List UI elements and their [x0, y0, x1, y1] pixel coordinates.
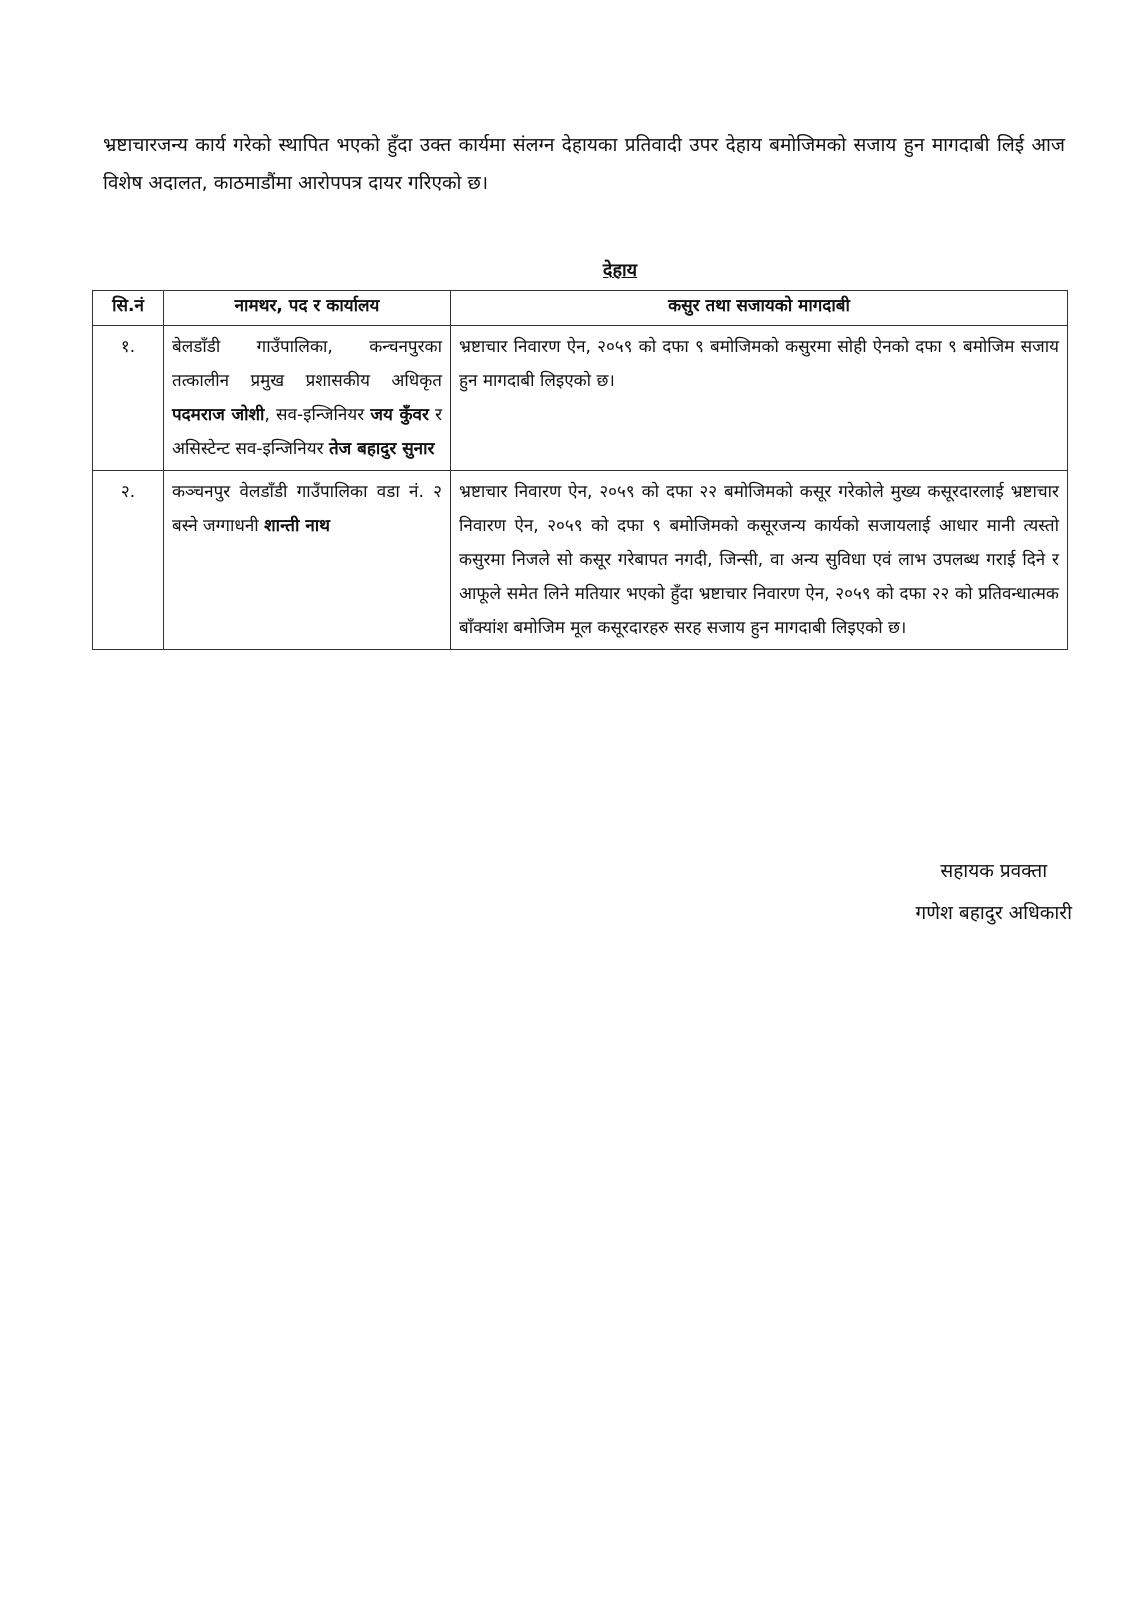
- name-text: , सव-इन्जिनियर: [264, 405, 371, 425]
- name-text: कञ्चनपुर वेलडाँडी गाउँपालिका वडा नं. २ बस्ने जग्गाधनी: [172, 482, 442, 536]
- signature-title: सहायक प्रवक्ता: [940, 860, 1048, 882]
- accused-name: तेज बहादुर सुनार: [328, 439, 435, 459]
- accused-name: पदमराज जोशी: [172, 405, 265, 425]
- header-serial-number: सि.नं: [93, 291, 164, 326]
- accused-name: जय कुँवर: [370, 405, 429, 425]
- table-row: [93, 471, 1068, 650]
- header-charge-and-penalty: कसुर तथा सजायको मागदाबी: [451, 291, 1068, 326]
- row-charge-cell: भ्रष्टाचार निवारण ऐन, २०५९ को दफा २२ बमोजिमको कसूर गरेकोले मुख्य कसूरदारलाई भ्रष्टाचार निवारण ऐन, २०५९ को दफा ९ बमोजिमको कसूरजन्य कार्यको सजायलाई आधार मानी त्यस्तो कसुरमा निजले सो कसूर गरेबापत नगदी, जिन्सी, वा अन्य सुविधा एवं लाभ उपलब्ध गराई दिने र आफूले समेत लिने मतियार भएको हुँदा भ्रष्टाचार निवारण ऐन, २०५९ को दफा २२ को प्रतिवन्धात्मक बाँक्यांश बमोजिम मूल कसूरदारहरु सरह सजाय हुन मागदाबी लिइएको छ।: [451, 471, 1068, 650]
- row-serial-number: २.: [93, 471, 164, 650]
- name-text: बेलडाँडी गाउँपालिका, कन्चनपुरका तत्कालीन प्रमुख प्रशासकीय अधिकृत: [172, 337, 442, 391]
- row-serial-number: १.: [93, 326, 164, 471]
- table-title: देहाय: [602, 260, 638, 281]
- accused-table: [92, 290, 1068, 650]
- signature-block: [916, 850, 1072, 934]
- table-row: [93, 326, 1068, 471]
- signature-name: गणेश बहादुर अधिकारी: [915, 902, 1072, 924]
- header-name-post-office: नामथर, पद र कार्यालय: [164, 291, 451, 326]
- row-name-cell: [164, 471, 451, 650]
- intro-paragraph: भ्रष्टाचारजन्य कार्य गरेको स्थापित भएको हुँदा उक्त कार्यमा संलग्न देहायका प्रतिवादी उपर देहाय बमोजिमको सजाय हुन मागदाबी लिई आज विशेष अदालत, काठमाडौंमा आरोपपत्र दायर गरिएको छ।: [103, 134, 1065, 194]
- name-text: र असिस्टेन्ट सव-इन्जिनियर: [172, 405, 443, 459]
- row-name-cell: [164, 326, 451, 471]
- accused-name: शान्ती नाथ: [264, 516, 331, 536]
- table-header-row: [93, 291, 1068, 326]
- row-charge-cell: भ्रष्टाचार निवारण ऐन, २०५९ को दफा ९ बमोजिमको कसुरमा सोही ऐनको दफा ९ बमोजिम सजाय हुन मागदाबी लिइएको छ।: [451, 326, 1068, 471]
